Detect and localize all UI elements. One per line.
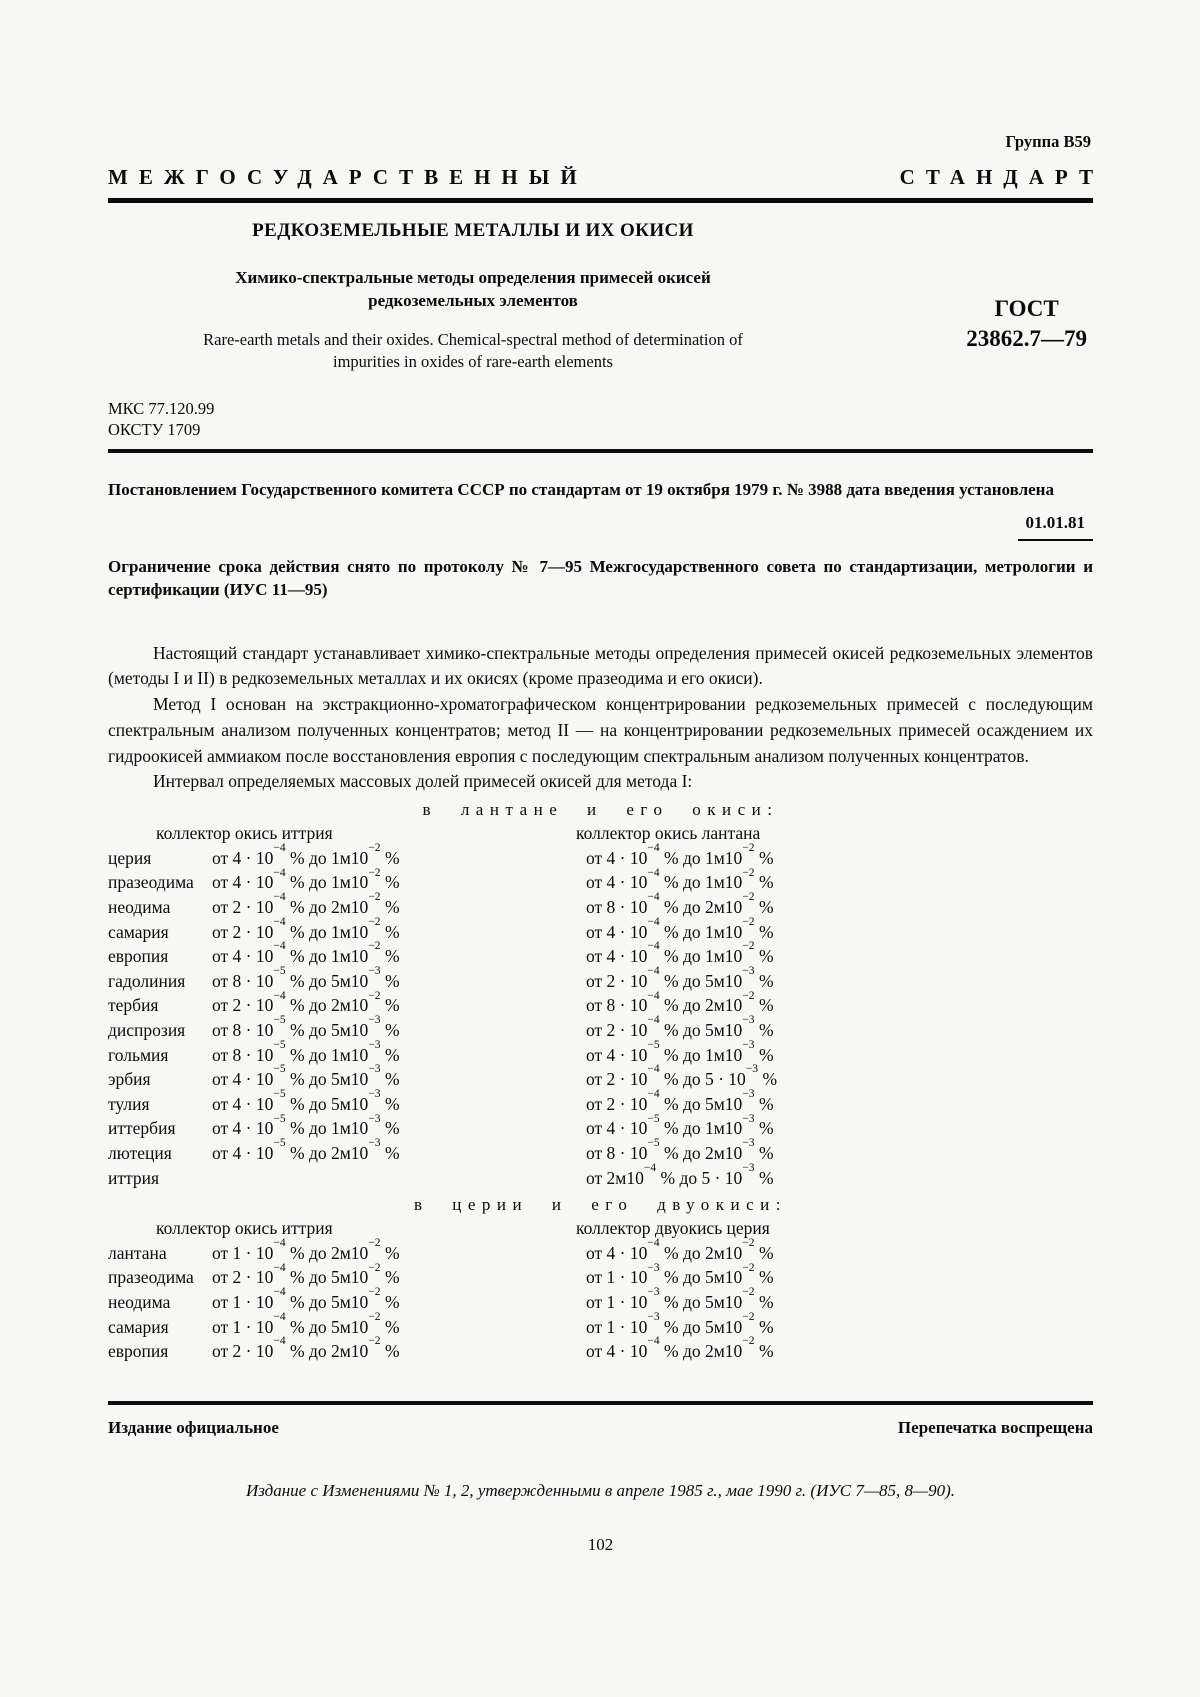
element-name: европия — [108, 1341, 169, 1362]
range-col1: от $1 \cdot 10^{-4}$ % до $2м10^{-2}$ % — [212, 1236, 400, 1263]
okstu-code: ОКСТУ 1709 — [108, 420, 201, 439]
range-col2: от $1 \cdot 10^{-3}$ % до $5м10^{-2}$ % — [586, 1286, 774, 1312]
table-row — [108, 965, 1093, 994]
standard-type-heading — [108, 165, 1104, 190]
range-col2: от $4 \cdot 10^{-4}$ % до $1м10^{-2}$ % — [586, 842, 774, 868]
table1-header — [108, 821, 1093, 846]
section-heading-cerium: в церии и его двуокиси: — [414, 1195, 787, 1215]
limitation-paragraph: Ограничение срока действия снято по протоколу № 7—95 Межгосударственного совета по стандартизации, метрологии и сертификации (ИУС 11—95) — [108, 556, 1093, 599]
effective-date: 01.01.81 — [1018, 513, 1094, 541]
table1-column-header-yttrium: коллектор окись иттрия — [156, 823, 333, 844]
gost-number: 23862.7—79 — [966, 326, 1087, 351]
document-title-english — [108, 329, 838, 372]
element-name: иттербия — [108, 1118, 176, 1139]
range-col2: от $4 \cdot 10^{-4}$ % до $2м10^{-2}$ % — [586, 1236, 774, 1263]
element-name: лютеция — [108, 1143, 172, 1163]
table-row — [108, 940, 1093, 969]
range-col2: от $8 \cdot 10^{-5}$ % до $2м10^{-3}$ % — [586, 1137, 774, 1163]
table-row — [108, 1137, 1093, 1166]
range-col1: от $4 \cdot 10^{-5}$ % до $5м10^{-3}$ % — [212, 1063, 400, 1090]
table-row — [108, 1286, 1093, 1315]
range-col1: от $4 \cdot 10^{-4}$ % до $1м10^{-2}$ % — [212, 842, 400, 868]
element-name: церия — [108, 847, 152, 868]
range-col2: от $4 \cdot 10^{-4}$ % до $1м10^{-2}$ % — [586, 866, 774, 893]
range-col1: от $1 \cdot 10^{-4}$ % до $5м10^{-2}$ % — [212, 1286, 400, 1312]
section-heading-lanthanum: в лантане и его окиси: — [422, 800, 779, 820]
footer-row — [108, 1418, 1093, 1438]
range-col1: от $1 \cdot 10^{-4}$ % до $5м10^{-2}$ % — [212, 1310, 400, 1337]
range-col1: от $4 \cdot 10^{-4}$ % до $1м10^{-2}$ % — [212, 940, 400, 967]
element-name: лантана — [108, 1242, 167, 1263]
table-row — [108, 1335, 1093, 1364]
element-name: гадолиния — [108, 970, 186, 991]
horizontal-rule-top — [108, 198, 1093, 203]
mks-code: МКС 77.120.99 — [108, 399, 215, 418]
effective-date-wrap — [108, 513, 1093, 541]
range-col1: от $4 \cdot 10^{-5}$ % до $2м10^{-3}$ % — [212, 1137, 400, 1163]
range-col1: от $2 \cdot 10^{-4}$ % до $5м10^{-2}$ % — [212, 1261, 400, 1288]
range-col2: от $4 \cdot 10^{-5}$ % до $1м10^{-3}$ % — [586, 1038, 774, 1065]
element-name: неодима — [108, 1291, 171, 1312]
range-col2: от $2 \cdot 10^{-4}$ % до $5 \cdot 10^{-3}$ % — [586, 1063, 778, 1090]
range-col1: от $2 \cdot 10^{-4}$ % до $2м10^{-2}$ % — [212, 891, 400, 918]
range-col1 — [212, 1166, 586, 1191]
table-row — [108, 1063, 1093, 1092]
range-col2: от $8 \cdot 10^{-4}$ % до $2м10^{-2}$ % — [586, 989, 774, 1016]
table2-header — [108, 1216, 1093, 1241]
document-subtitle — [108, 266, 838, 312]
standard-type-left: МЕЖГОСУДАРСТВЕННЫЙ — [108, 165, 588, 189]
table-row — [108, 842, 1093, 871]
element-name: неодима — [108, 897, 171, 918]
table-row — [108, 866, 1093, 895]
intro-paragraph: Настоящий стандарт устанавливает химико-спектральные методы определения примесей окисей редкоземельных элементов (методы I и II) в редкоземельных металлах и их окисях (кроме празеодима и его окиси). — [108, 642, 1093, 689]
table-row — [108, 915, 1093, 945]
range-col2: от $2 \cdot 10^{-4}$ % до $5м10^{-3}$ % — [586, 965, 774, 991]
header-left-block — [108, 220, 838, 372]
reprint-prohibited-label: Перепечатка воспрещена — [897, 1417, 1093, 1437]
table-row — [108, 1112, 1093, 1141]
range-col2: от $2 \cdot 10^{-4}$ % до $5м10^{-3}$ % — [586, 1014, 774, 1041]
document-title-english-line1: Rare-earth metals and their oxides. Chemical-spectral method of determination of — [203, 330, 743, 349]
element-name: празеодима — [108, 1267, 194, 1288]
element-name: европия — [108, 946, 169, 967]
table-row — [108, 1038, 1093, 1068]
range-col2: от $1 \cdot 10^{-3}$ % до $5м10^{-2}$ % — [586, 1310, 774, 1337]
range-col1: от $2 \cdot 10^{-4}$ % до $1м10^{-2}$ % — [212, 915, 400, 942]
range-col2: от $4 \cdot 10^{-4}$ % до $1м10^{-2}$ % — [586, 915, 774, 942]
table-row — [108, 1087, 1093, 1117]
table1-column-header-lanthanum: коллектор окись лантана — [576, 823, 761, 844]
interval-paragraph: Интервал определяемых массовых долей примесей окисей для метода I: — [153, 771, 693, 792]
methods-paragraph: Метод I основан на экстракционно-хроматографическом концентрировании редкоземельных примесей с последующим спектральным анализом полученных концентратов; метод II — на концентрировании редкоземельных примесей осаждением их гидроокисей аммиаком после восстановления европия с последующим спектральным анализом полученных концентратов. — [108, 694, 1093, 766]
range-col2: от $4 \cdot 10^{-4}$ % до $1м10^{-2}$ % — [586, 940, 774, 967]
range-col2: от $4 \cdot 10^{-5}$ % до $1м10^{-3}$ % — [586, 1112, 774, 1139]
range-col1: от $4 \cdot 10^{-5}$ % до $1м10^{-3}$ % — [212, 1112, 400, 1139]
gost-designation — [966, 294, 1087, 354]
classification-codes — [108, 398, 1093, 440]
element-name: эрбия — [108, 1069, 151, 1090]
range-col2: от $8 \cdot 10^{-4}$ % до $2м10^{-2}$ % — [586, 891, 774, 918]
element-name: иттрия — [108, 1167, 160, 1188]
table2 — [108, 1236, 1093, 1364]
document-title: РЕДКОЗЕМЕЛЬНЫЕ МЕТАЛЛЫ И ИХ ОКИСИ — [252, 220, 694, 241]
table-row — [108, 1236, 1093, 1266]
table-row — [108, 1310, 1093, 1340]
table1 — [108, 842, 1093, 1190]
range-col1: от $8 \cdot 10^{-5}$ % до $5м10^{-3}$ % — [212, 965, 400, 991]
document-subtitle-line2: редкоземельных элементов — [368, 291, 578, 310]
element-name: тербия — [108, 995, 159, 1016]
range-col2: от $4 \cdot 10^{-4}$ % до $2м10^{-2}$ % — [586, 1335, 774, 1362]
range-col2: от $2м10^{-4}$ % до $5 \cdot 10^{-3}$ % — [586, 1161, 774, 1188]
table-row — [108, 1161, 1093, 1191]
range-col1: от $8 \cdot 10^{-5}$ % до $5м10^{-3}$ % — [212, 1014, 400, 1041]
range-col2: от $1 \cdot 10^{-3}$ % до $5м10^{-2}$ % — [586, 1261, 774, 1288]
document-subtitle-line1: Химико-спектральные методы определения примесей окисей — [235, 268, 711, 287]
element-name: гольмия — [108, 1044, 169, 1065]
range-col1: от $4 \cdot 10^{-5}$ % до $5м10^{-3}$ % — [212, 1087, 400, 1114]
horizontal-rule-footer — [108, 1401, 1093, 1405]
decree-paragraph: Постановлением Государственного комитета СССР по стандартам от 19 октября 1979 г. № 3988 дата введения установлена — [108, 480, 1054, 499]
range-col1: от $2 \cdot 10^{-4}$ % до $2м10^{-2}$ % — [212, 989, 400, 1016]
range-col1: от $8 \cdot 10^{-5}$ % до $1м10^{-3}$ % — [212, 1038, 400, 1065]
group-code: Группа В59 — [1005, 132, 1091, 151]
table2-column-header-cerium: коллектор двуокись церия — [576, 1218, 770, 1239]
range-col1: от $4 \cdot 10^{-4}$ % до $1м10^{-2}$ % — [212, 866, 400, 893]
standard-type-right: СТАНДАРТ — [899, 165, 1104, 189]
edition-note: Издание с Изменениями № 1, 2, утвержденными в апреле 1985 г., мае 1990 г. (ИУС 7—85, 8—90). — [245, 1480, 956, 1500]
element-name: диспрозия — [108, 1020, 186, 1041]
gost-label: ГОСТ — [994, 296, 1059, 321]
element-name: празеодима — [108, 872, 194, 893]
element-name: самария — [108, 921, 169, 942]
range-col2: от $2 \cdot 10^{-4}$ % до $5м10^{-3}$ % — [586, 1087, 774, 1114]
table-row — [108, 989, 1093, 1018]
range-col1: от $2 \cdot 10^{-4}$ % до $2м10^{-2}$ % — [212, 1335, 400, 1362]
page-number: 102 — [587, 1534, 614, 1554]
element-name: самария — [108, 1316, 169, 1337]
element-name: тулия — [108, 1093, 150, 1114]
table-row — [108, 1014, 1093, 1043]
document-title-english-line2: impurities in oxides of rare-earth elements — [333, 351, 613, 371]
body-text — [108, 641, 1093, 796]
document-header — [108, 220, 1093, 378]
table2-column-header-yttrium: коллектор окись иттрия — [156, 1218, 333, 1239]
official-edition-label: Издание официальное — [108, 1417, 279, 1437]
horizontal-rule-codes — [108, 449, 1093, 453]
table-row — [108, 1261, 1093, 1290]
table-row — [108, 891, 1093, 920]
